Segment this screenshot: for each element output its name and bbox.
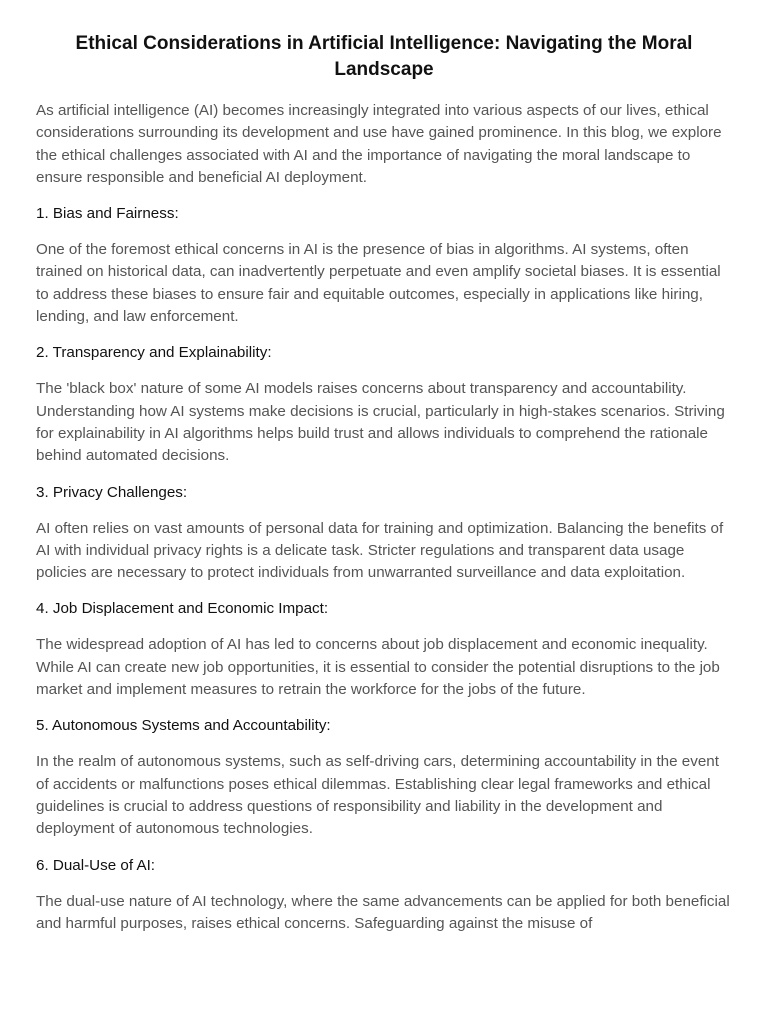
section-transparency <box>36 342 732 467</box>
section-heading: 2. Transparency and Explainability: <box>36 344 272 362</box>
section-body: The 'black box' nature of some AI models raises concerns about transparency and accountability. Understanding how AI systems make decisions is crucial, particularly in high-stakes scenarios. Striving for explainability in AI algorithms helps build trust and allows individuals to comprehend the rationale behind automated decisions. <box>36 380 725 465</box>
section-heading: 4. Job Displacement and Economic Impact: <box>36 600 329 618</box>
section-autonomous-systems <box>36 715 732 840</box>
section-bias-fairness <box>36 203 732 328</box>
document-title: Ethical Considerations in Artificial Intelligence: Navigating the Moral Landscape <box>75 33 693 80</box>
section-heading: 5. Autonomous Systems and Accountability: <box>36 717 331 735</box>
section-body: The widespread adoption of AI has led to concerns about job displacement and economic inequality. While AI can create new job opportunities, it is essential to consider the potential disruptions to the job market and implement measures to retrain the workforce for the jobs of the future. <box>36 636 720 699</box>
section-body: In the realm of autonomous systems, such as self-driving cars, determining accountability in the event of accidents or malfunctions poses ethical dilemmas. Establishing clear legal frameworks and ethical guidelines is crucial to address questions of responsibility and liability in the development and deployment of autonomous technologies. <box>36 753 719 838</box>
section-body: AI often relies on vast amounts of personal data for training and optimization. Balancing the benefits of AI with individual privacy rights is a delicate task. Stricter regulations and transparent data usage policies are necessary to protect individuals from unwarranted surveillance and data exploitation. <box>36 519 724 582</box>
section-privacy <box>36 482 732 585</box>
section-heading: 1. Bias and Fairness: <box>36 205 179 223</box>
intro-paragraph: As artificial intelligence (AI) becomes increasingly integrated into various aspects of our lives, ethical considerations surrounding its development and use have gained prominence. In this blog, we explore the ethical challenges associated with AI and the importance of navigating the moral landscape to ensure responsible and beneficial AI deployment. <box>36 102 722 186</box>
section-heading: 3. Privacy Challenges: <box>36 483 188 501</box>
section-heading: 6. Dual-Use of AI: <box>36 856 156 874</box>
section-body: One of the foremost ethical concerns in AI is the presence of bias in algorithms. AI systems, often trained on historical data, can inadvertently perpetuate and even amplify societal biases. It is essential to address these biases to ensure fair and equitable outcomes, especially in applications like hiring, lending, and law enforcement. <box>36 241 721 326</box>
section-body: The dual-use nature of AI technology, where the same advancements can be applied for both beneficial and harmful purposes, raises ethical concerns. Safeguarding against the misuse of <box>36 892 730 932</box>
section-job-displacement <box>36 598 732 701</box>
section-dual-use <box>36 855 732 936</box>
